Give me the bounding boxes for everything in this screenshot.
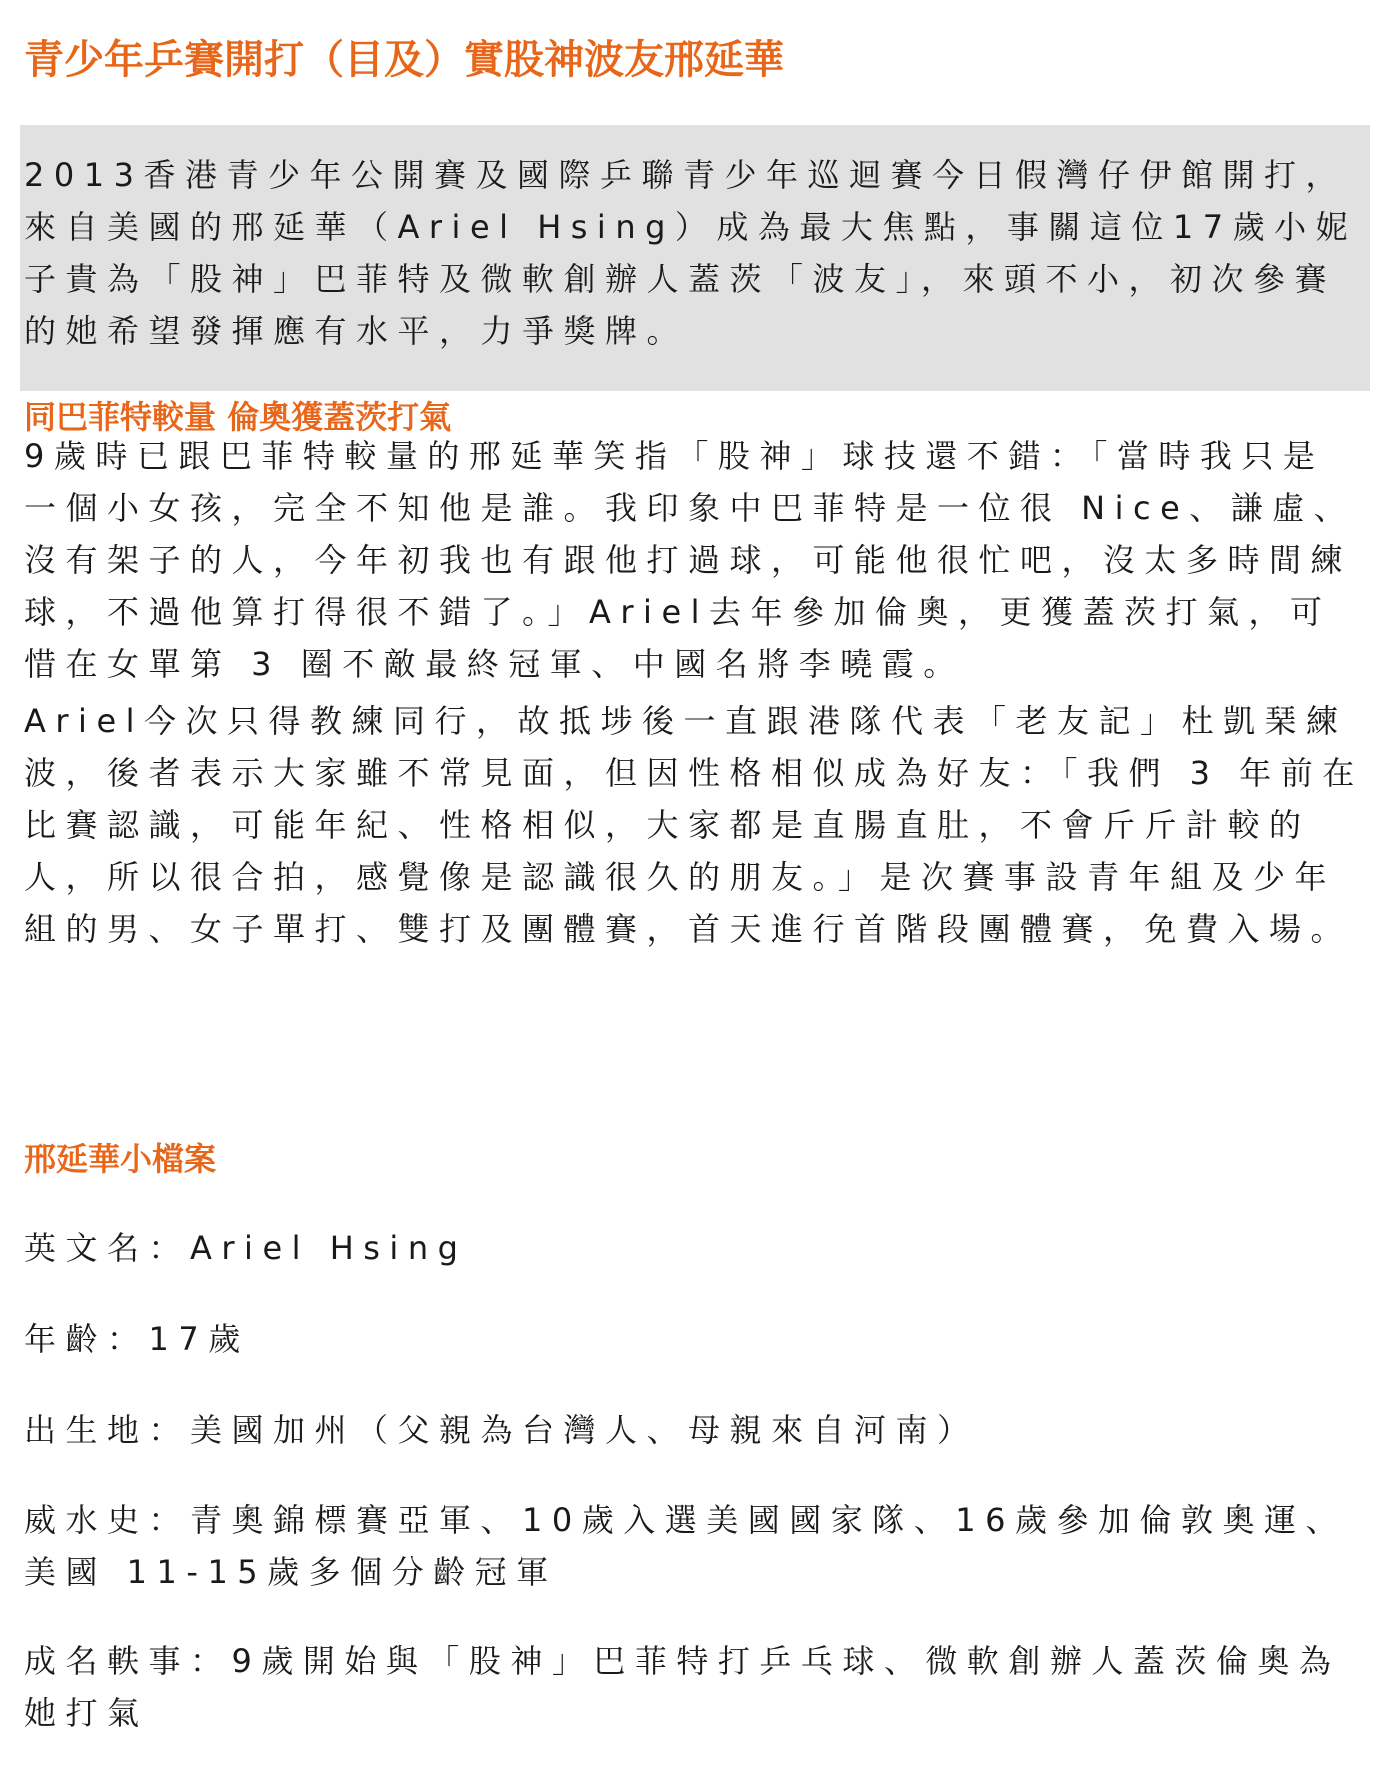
body-paragraph-2: Ariel今次只得教練同行，故抵埗後一直跟港隊代表「老友記」杜凱琹練波，後者表示大家雖不常見面，但因性格相似成為好友：「我們 3 年前在比賽認識，可能年紀、性格相似，大家都是直腸直肚，不會斤斤計較的人，所以很合拍，感覺像是認識很久的朋友。」是次賽事設青年組及少年組的男、女子單打、雙打及團體賽，首天進行首階段團體賽，免費入場。 — [24, 702, 1364, 948]
profile-birthplace: 出生地：美國加州（父親為台灣人、母親來自河南） — [24, 1411, 979, 1449]
lede-paragraph: 2013香港青少年公開賽及國際乒聯青少年巡迴賽今日假灣仔伊館開打，來自美國的邢延華（Ariel Hsing）成為最大焦點，事關這位17歲小妮子貴為「股神」巴菲特及微軟創辦人蓋茨「波友」，來頭不小，初次參賽的她希望發揮應有水平，力爭獎牌。 — [24, 156, 1358, 350]
profile-famous-story: 成名軼事：9歲開始與「股神」巴菲特打乒乓球、微軟創辦人蓋茨倫奧為她打氣 — [24, 1642, 1341, 1732]
section-subhead-buffett: 同巴菲特較量 倫奧獲蓋茨打氣 — [24, 398, 452, 436]
lede-box — [20, 125, 1370, 391]
body-paragraph-1: 9歲時已跟巴菲特較量的邢延華笑指「股神」球技還不錯：「當時我只是一個小女孩，完全不知他是誰。我印象中巴菲特是一位很 Nice、謙虛、沒有架子的人，今年初我也有跟他打過球，可能他很忙吧，沒太多時間練球，不過他算打得很不錯了。」Ariel去年參加倫奧，更獲蓋茨打氣，可惜在女單第 3 圈不敵最終冠軍、中國名將李曉霞。 — [24, 437, 1356, 683]
profile-english-name: 英文名：Ariel Hsing — [24, 1229, 468, 1267]
profile-age: 年齡：17歲 — [24, 1320, 250, 1358]
article-headline: 青少年乒賽開打（目及）實股神波友邢延華 — [24, 37, 784, 83]
profile-achievements: 威水史：青奧錦標賽亞軍、10歲入選美國國家隊、16歲參加倫敦奧運、美國 11-15歲多個分齡冠軍 — [24, 1501, 1347, 1591]
profile-subhead: 邢延華小檔案 — [24, 1140, 217, 1178]
